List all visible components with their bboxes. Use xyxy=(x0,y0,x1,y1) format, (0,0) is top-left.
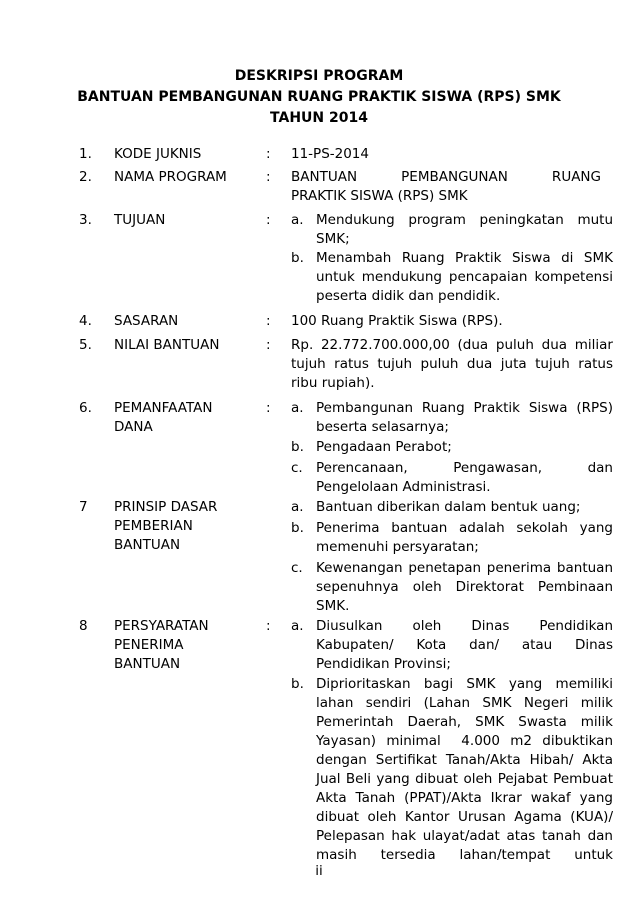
item-number: 8 xyxy=(79,618,88,634)
sub-text: beserta selasarnya; xyxy=(316,419,449,435)
item-value: tujuh ratus tujuh puluh dua juta tujuh ratus xyxy=(291,356,613,372)
item-value: 11-PS-2014 xyxy=(291,146,369,162)
item-value: 100 Ruang Praktik Siswa (RPS). xyxy=(291,313,503,329)
item-number: 5. xyxy=(79,337,92,353)
sub-text: Diprioritaskan bagi SMK yang memiliki xyxy=(316,676,613,692)
item-label: PEMANFAATAN xyxy=(114,400,213,416)
sub-letter: a. xyxy=(291,499,304,515)
item-number: 2. xyxy=(79,169,92,185)
item-colon: : xyxy=(266,337,271,353)
item-number: 3. xyxy=(79,212,92,228)
item-number: 4. xyxy=(79,313,92,329)
sub-letter: c. xyxy=(291,460,303,476)
sub-letter: b. xyxy=(291,250,304,266)
sub-letter: a. xyxy=(291,400,304,416)
sub-text: Pendidikan Provinsi; xyxy=(316,656,451,672)
item-colon: : xyxy=(266,313,271,329)
item-colon: : xyxy=(266,212,271,228)
item-label: SASARAN xyxy=(114,313,179,329)
item-label: PRINSIP DASAR xyxy=(114,499,218,515)
sub-letter: c. xyxy=(291,560,303,576)
item-label: PENERIMA xyxy=(114,637,184,653)
item-label: NILAI BANTUAN xyxy=(114,337,220,353)
sub-text: dengan Sertifikat Tanah/Akta Hibah/ Akta xyxy=(316,752,613,768)
item-value: ribu rupiah). xyxy=(291,375,375,391)
item-label: TUJUAN xyxy=(114,212,166,228)
item-label: BANTUAN xyxy=(114,656,181,672)
sub-text: Bantuan diberikan dalam bentuk uang; xyxy=(316,499,581,515)
item-value: Rp. 22.772.700.000,00 (dua puluh dua miliar xyxy=(291,337,613,353)
sub-text: Menambah Ruang Praktik Siswa di SMK xyxy=(316,250,613,266)
item-colon: : xyxy=(266,169,271,185)
doc-title-line3: TAHUN 2014 xyxy=(270,110,368,126)
item-colon: : xyxy=(266,618,271,634)
sub-text: Perencanaan, Pengawasan, dan xyxy=(316,460,613,476)
sub-text: Pengadaan Perabot; xyxy=(316,439,452,455)
sub-text: Pemerintah Daerah, SMK Swasta milik xyxy=(316,714,613,730)
doc-title-line2: BANTUAN PEMBANGUNAN RUANG PRAKTIK SISWA (RPS) SMK xyxy=(77,89,561,105)
sub-text: sepenuhnya oleh Direktorat Pembinaan xyxy=(316,579,613,595)
sub-text: masih tersedia lahan/tempat untuk xyxy=(316,847,613,863)
item-value: BANTUAN PEMBANGUNAN RUANG xyxy=(291,169,601,185)
sub-text: Pembangunan Ruang Praktik Siswa (RPS) xyxy=(316,400,613,416)
sub-letter: b. xyxy=(291,439,304,455)
item-label: PEMBERIAN xyxy=(114,518,193,534)
item-number: 7 xyxy=(79,499,88,515)
sub-text: Kabupaten/ Kota dan/ atau Dinas xyxy=(316,637,613,653)
item-value: PRAKTIK SISWA (RPS) SMK xyxy=(291,188,468,204)
sub-text: memenuhi persyaratan; xyxy=(316,539,479,555)
sub-text: Kewenangan penetapan penerima bantuan xyxy=(316,560,613,576)
sub-letter: b. xyxy=(291,520,304,536)
sub-text: Jual Beli yang dibuat oleh Pejabat Pembuat xyxy=(316,771,613,787)
sub-text: Diusulkan oleh Dinas Pendidikan xyxy=(316,618,613,634)
sub-text: Penerima bantuan adalah sekolah yang xyxy=(316,520,613,536)
sub-text: Pengelolaan Administrasi. xyxy=(316,479,491,495)
sub-text: untuk mendukung pencapaian kompetensi xyxy=(316,269,613,285)
sub-text: Akta Tanah (PPAT)/Akta Ikrar wakaf yang xyxy=(316,790,613,806)
sub-text: SMK; xyxy=(316,231,350,247)
sub-letter: b. xyxy=(291,676,304,692)
sub-text: SMK. xyxy=(316,598,350,614)
sub-text: Mendukung program peningkatan mutu xyxy=(316,212,613,228)
item-label: BANTUAN xyxy=(114,537,181,553)
item-label: KODE JUKNIS xyxy=(114,146,202,162)
page-number: ii xyxy=(315,863,323,879)
sub-letter: a. xyxy=(291,618,304,634)
item-colon: : xyxy=(266,146,271,162)
item-colon: : xyxy=(266,400,271,416)
doc-title-line1: DESKRIPSI PROGRAM xyxy=(234,68,404,84)
item-number: 6. xyxy=(79,400,92,416)
sub-text: peserta didik dan pendidik. xyxy=(316,288,501,304)
item-label: DANA xyxy=(114,419,153,435)
sub-text: dibuat oleh Kantor Urusan Agama (KUA)/ xyxy=(316,809,613,825)
sub-text: lahan sendiri (Lahan SMK Negeri milik xyxy=(316,695,613,711)
item-number: 1. xyxy=(79,146,92,162)
item-label: PERSYARATAN xyxy=(114,618,209,634)
sub-text: Pelepasan hak ulayat/adat atas tanah dan xyxy=(316,828,613,844)
item-label: NAMA PROGRAM xyxy=(114,169,227,185)
sub-text: Yayasan) minimal 4.000 m2 dibuktikan xyxy=(316,733,613,749)
sub-letter: a. xyxy=(291,212,304,228)
